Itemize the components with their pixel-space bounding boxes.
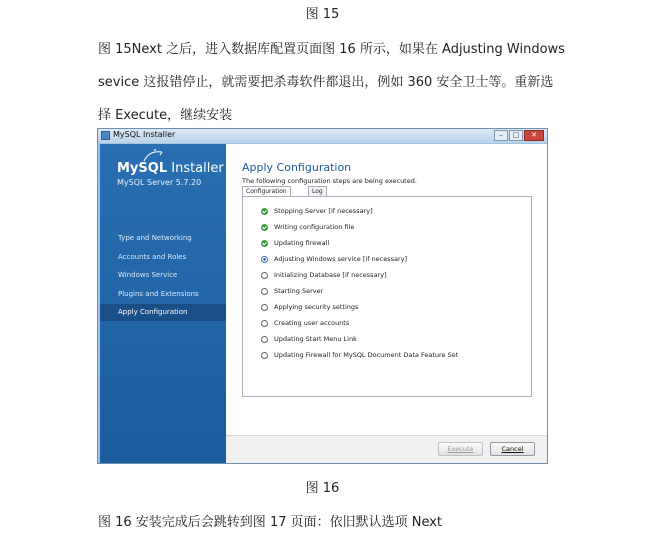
- steps-panel: [242, 196, 532, 397]
- step-item: Applying security settings: [261, 303, 358, 311]
- pending-circle-icon: [261, 304, 268, 311]
- sidebar-item-apply-configuration[interactable]: Apply Configuration: [100, 304, 226, 321]
- check-icon: [261, 208, 268, 215]
- step-item: Updating Firewall for MySQL Document Data Feature Set: [261, 351, 458, 359]
- figure-16-caption: 图 16: [305, 481, 340, 496]
- sidebar-item-plugins[interactable]: Plugins and Extensions: [118, 290, 199, 298]
- step-item: Adjusting Windows service [if necessary]: [261, 255, 407, 263]
- cancel-button[interactable]: Cancel: [490, 442, 535, 456]
- product-name: MySQL Server 5.7.20: [117, 178, 202, 187]
- tab-configuration-steps[interactable]: Configuration: [242, 186, 291, 196]
- step-item: Updating firewall: [261, 239, 329, 247]
- page-subtitle: The following configuration steps are being executed.: [242, 177, 417, 185]
- pending-circle-icon: [261, 352, 268, 359]
- footer-bar: [226, 435, 547, 463]
- sidebar-item-type-networking[interactable]: Type and Networking: [118, 234, 192, 242]
- in-progress-icon: [261, 256, 268, 263]
- mysql-logo: MySQL Installer: [117, 161, 224, 176]
- title-bar: [98, 129, 547, 143]
- close-button[interactable]: ✕: [524, 130, 544, 141]
- step-item: Initializing Database [if necessary]: [261, 271, 387, 279]
- paragraph-line: 择 Execute，继续安装: [98, 108, 233, 123]
- paragraph-line: sevice 这报错停止，就需要把杀毒软件都退出，例如 360 安全卫士等。重新选: [98, 75, 554, 90]
- paragraph-line: 图 15Next 之后，进入数据库配置页面图 16 所示，如果在 Adjusting Windows: [98, 42, 565, 57]
- window-title: MySQL Installer: [113, 130, 176, 139]
- pending-circle-icon: [261, 320, 268, 327]
- paragraph-line: 图 16 安装完成后会跳转到图 17 页面：依旧默认选项 Next: [98, 515, 443, 530]
- mysql-installer-window: [97, 128, 548, 464]
- step-item: Creating user accounts: [261, 319, 349, 327]
- tab-log[interactable]: Log: [308, 186, 327, 196]
- maximize-button[interactable]: □: [509, 130, 523, 141]
- main-panel: [226, 144, 547, 435]
- sidebar: [100, 144, 226, 463]
- sidebar-item-windows-service[interactable]: Windows Service: [118, 271, 178, 279]
- step-item: Updating Start Menu Link: [261, 335, 357, 343]
- minimize-button[interactable]: –: [494, 130, 508, 141]
- step-item: Stopping Server [if necessary]: [261, 207, 373, 215]
- pending-circle-icon: [261, 288, 268, 295]
- figure-15-caption: 图 15: [305, 7, 340, 22]
- pending-circle-icon: [261, 336, 268, 343]
- step-item: Writing configuration file: [261, 223, 354, 231]
- execute-button[interactable]: Execute: [438, 442, 483, 456]
- pending-circle-icon: [261, 272, 268, 279]
- check-icon: [261, 240, 268, 247]
- page-title: Apply Configuration: [242, 161, 352, 174]
- sidebar-item-accounts-roles[interactable]: Accounts and Roles: [118, 253, 187, 261]
- check-icon: [261, 224, 268, 231]
- step-item: Starting Server: [261, 287, 323, 295]
- app-icon: [101, 131, 110, 140]
